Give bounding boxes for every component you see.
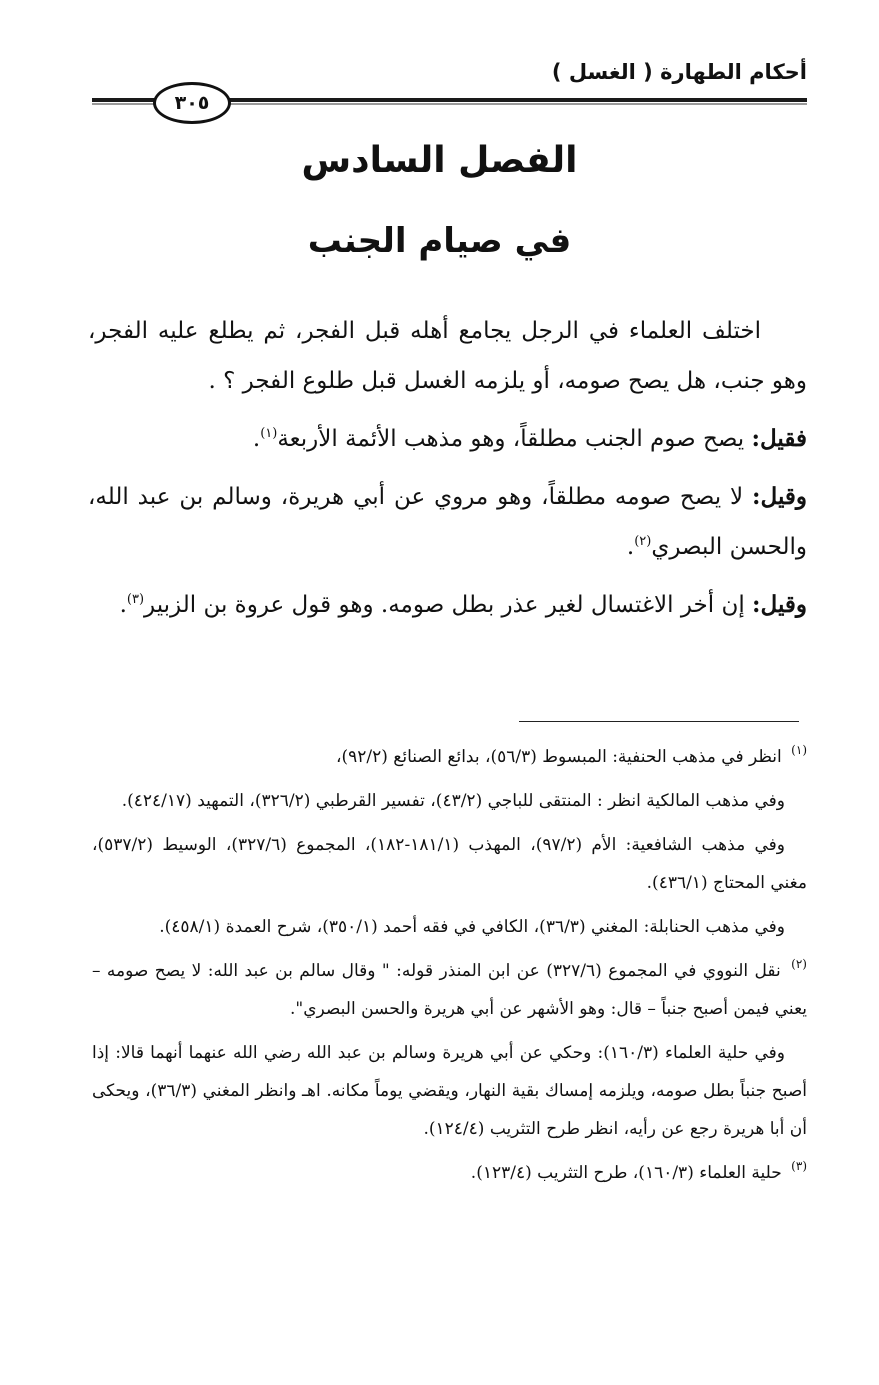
footnote-1-shafii: وفي مذهب الشافعية: الأم (٩٧/٢)، المهذب (١٨١/١-١٨٢)، المجموع (٣٢٧/٦)، الوسيط (٥٣٧/٢)، مغني المحتاج (٤٣٦/١). [92,835,807,893]
opinion-end: . [119,592,127,618]
footnote-text: حلية العلماء (١٦٠/٣)، طرح التثريب (١٢٣/٤). [470,1163,782,1183]
opinion-end: . [626,534,635,560]
opinion-text: لا يصح صومه مطلقاً، وهو مروي عن أبي هريرة، وسالم بن عبد الله، والحسن البصري [88,484,807,560]
opinion-paragraph [88,414,807,464]
footnote-marker: (٣) [791,1159,807,1173]
opinion-lead: وقيل: [752,591,807,618]
footnotes [92,738,807,1198]
opinion-text: يصح صوم الجنب مطلقاً، وهو مذهب الأئمة الأربعة [277,426,752,452]
footnote-marker: (٢) [791,957,807,971]
footnote-reference[interactable]: (٢) [634,534,652,549]
footnote-text: انظر في مذهب الحنفية: المبسوط (٥٦/٣)، بدائع الصنائع (٩٢/٢)، [336,747,782,767]
opinion-lead: فقيل: [751,425,807,452]
chapter-subtitle: في صيام الجنب [307,221,572,261]
footnote-2-hilya: وفي حلية العلماء (١٦٠/٣): وحكي عن أبي هريرة وسالم بن عبد الله رضي الله عنهما أنهما قالا: إذا أصبح جنباً بطل صومه، ويلزمه إمساك بقية النهار، ويقضي يوماً مكانه. اهـ وانظر المغني (٣٦/٣)، ويحكى أن أبا هريرة رجع عن رأيه، انظر طرح التثريب (١٢٤/٤). [92,1043,807,1139]
footnote-reference[interactable]: (٣) [126,592,145,607]
footnote-marker: (١) [791,743,807,757]
footnote-reference[interactable]: (١) [260,426,278,441]
body-text [88,306,807,638]
opinion-lead: وقيل: [752,483,807,510]
intro-paragraph: اختلف العلماء في الرجل يجامع أهله قبل الفجر، ثم يطلع عليه الفجر، وهو جنب، هل يصح صومه، أو يلزمه الغسل قبل طلوع الفجر ؟ . [88,318,807,394]
footnote-1-hanbali: وفي مذهب الحنابلة: المغني (٣٦/٣)، الكافي في فقه أحمد (٣٥٠/١)، شرح العمدة (٤٥٨/١). [159,917,785,937]
opinion-paragraph [88,580,807,630]
footnote-separator [519,721,799,722]
footnote-1 [92,738,807,776]
opinion-end: . [252,426,261,452]
footnote-2 [92,952,807,1028]
page-number: ٣٠٥ [153,82,231,124]
opinion-paragraph [88,472,807,572]
footnote-1-maliki: وفي مذهب المالكية انظر : المنتقى للباجي (٤٣/٢)، تفسير القرطبي (٣٢٦/٢)، التمهيد (٤٢٤/١٧). [121,791,785,811]
opinion-text: إن أخر الاغتسال لغير عذر بطل صومه. وهو قول عروة بن الزبير [144,592,753,618]
footnote-3 [92,1154,807,1192]
footnote-text: نقل النووي في المجموع (٣٢٧/٦) عن ابن المنذر قوله: " وقال سالم بن عبد الله: لا يصح صومه – يعني فيمن أصبح جنباً – قال: وهو الأشهر عن أبي هريرة والحسن البصري". [92,961,807,1019]
chapter-title: الفصل السادس [301,140,578,181]
running-header-title: أحكام الطهارة ( الغسل ) [551,60,807,84]
